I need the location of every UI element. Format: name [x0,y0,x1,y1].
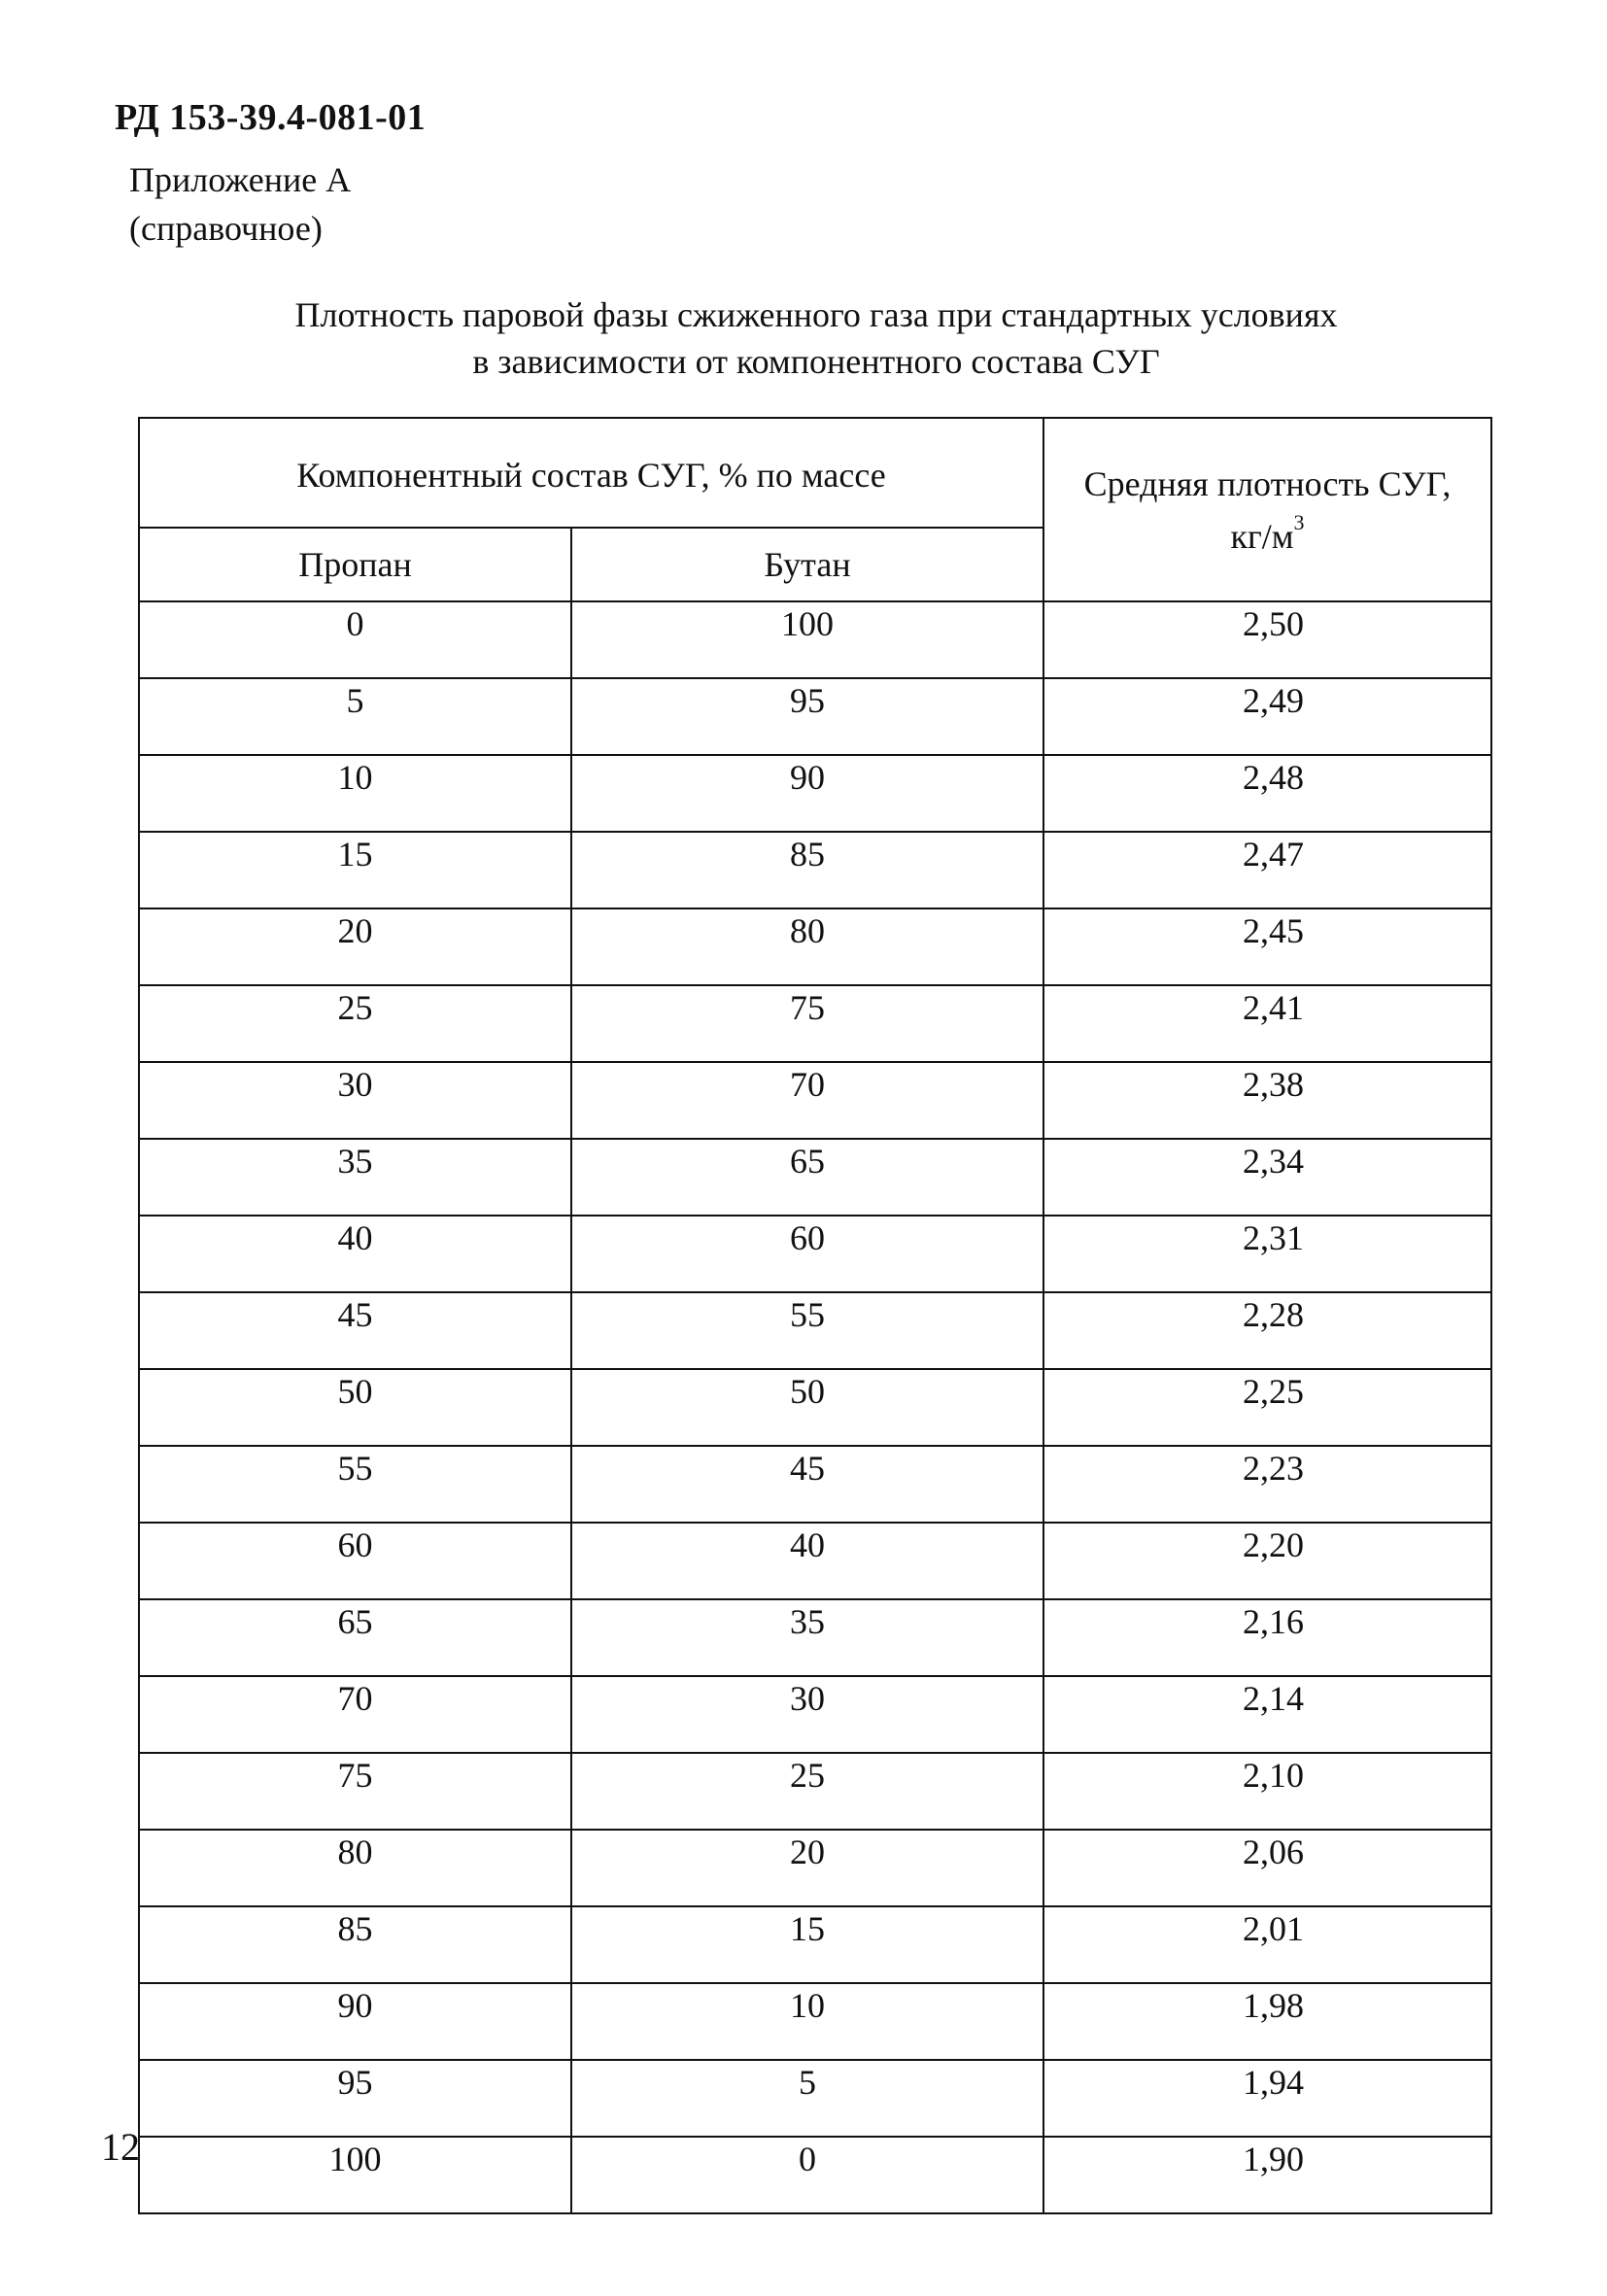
butane-cell: 20 [571,1830,1043,1906]
butane-cell: 85 [571,832,1043,908]
density-cell [1043,1906,1491,1983]
density-header-text: Средняя плотность СУГ, [1083,463,1452,503]
propane-cell: 5 [139,678,571,755]
table-row [139,1369,1491,1446]
table-row [139,755,1491,832]
table-row [139,1983,1491,2060]
table-row [139,1676,1491,1753]
butane-cell: 50 [571,1369,1043,1446]
table-row [139,1292,1491,1369]
propane-cell: 85 [139,1906,571,1983]
propane-column-header: Пропан [139,528,571,601]
table-row [139,1599,1491,1676]
density-value: 2,41 [1243,988,1304,1027]
density-cell [1043,755,1491,832]
density-value: 2,49 [1243,681,1304,720]
density-value: 2,45 [1243,911,1304,950]
propane-cell: 45 [139,1292,571,1369]
density-cell [1043,1599,1491,1676]
density-value: 1,94 [1243,2063,1304,2102]
density-cell [1043,1216,1491,1292]
density-cell [1043,1523,1491,1599]
density-cell [1043,1369,1491,1446]
density-cell [1043,601,1491,678]
density-value: 2,50 [1243,604,1304,643]
propane-cell: 60 [139,1523,571,1599]
density-value: 2,47 [1243,835,1304,874]
butane-column-header: Бутан [571,528,1043,601]
density-unit-text: кг/м [1230,516,1294,556]
table-row [139,678,1491,755]
propane-cell: 50 [139,1369,571,1446]
density-cell [1043,832,1491,908]
table-row [139,1830,1491,1906]
density-cell [1043,1292,1491,1369]
butane-cell: 0 [571,2137,1043,2213]
density-cell [1043,908,1491,985]
table-row [139,908,1491,985]
butane-cell: 15 [571,1906,1043,1983]
appendix-label: Приложение А [129,160,352,199]
density-cell [1043,1062,1491,1139]
propane-cell: 30 [139,1062,571,1139]
table-header-row [139,418,1491,528]
propane-cell: 35 [139,1139,571,1216]
density-value: 2,48 [1243,758,1304,797]
density-value: 2,34 [1243,1142,1304,1181]
butane-cell: 90 [571,755,1043,832]
density-value: 2,16 [1243,1602,1304,1641]
density-cell [1043,1983,1491,2060]
density-cell [1043,2137,1491,2213]
table-row [139,2137,1491,2213]
table-row [139,985,1491,1062]
density-value: 2,20 [1243,1525,1304,1564]
butane-cell: 10 [571,1983,1043,2060]
table-row [139,1906,1491,1983]
density-unit-power: 3 [1293,509,1305,534]
density-cell [1043,985,1491,1062]
density-value: 2,25 [1243,1372,1304,1411]
butane-cell: 65 [571,1139,1043,1216]
table-row [139,1216,1491,1292]
propane-cell: 65 [139,1599,571,1676]
propane-cell: 95 [139,2060,571,2137]
butane-cell: 35 [571,1599,1043,1676]
propane-cell: 25 [139,985,571,1062]
density-value: 2,38 [1243,1065,1304,1104]
composition-group-header [139,418,1043,528]
propane-cell: 70 [139,1676,571,1753]
table-title-line-1: Плотность паровой фазы сжиженного газа при стандартных условиях [294,295,1338,334]
propane-cell: 100 [139,2137,571,2213]
table-row [139,832,1491,908]
table-title-line-2: в зависимости от компонентного состава СУГ [472,342,1160,381]
propane-cell: 15 [139,832,571,908]
table-title [97,291,1535,385]
propane-cell: 55 [139,1446,571,1523]
propane-cell: 20 [139,908,571,985]
butane-cell: 80 [571,908,1043,985]
document-code: РД 153-39.4-081-01 [115,97,427,138]
propane-cell: 0 [139,601,571,678]
appendix-heading [129,155,351,253]
density-value: 1,98 [1243,1986,1304,2025]
butane-cell: 100 [571,601,1043,678]
density-value: 2,31 [1243,1218,1304,1257]
table-row [139,1523,1491,1599]
butane-cell: 25 [571,1753,1043,1830]
density-unit [1044,506,1490,559]
density-value: 2,01 [1243,1909,1304,1948]
butane-cell: 55 [571,1292,1043,1369]
density-value: 2,28 [1243,1295,1304,1334]
density-cell [1043,1446,1491,1523]
propane-cell: 40 [139,1216,571,1292]
propane-cell: 10 [139,755,571,832]
density-cell [1043,1830,1491,1906]
density-value: 2,06 [1243,1833,1304,1871]
density-value: 2,23 [1243,1449,1304,1488]
propane-cell: 80 [139,1830,571,1906]
butane-cell: 5 [571,2060,1043,2137]
density-cell [1043,678,1491,755]
propane-cell: 90 [139,1983,571,2060]
appendix-type: (справочное) [129,209,323,248]
butane-cell: 45 [571,1446,1043,1523]
density-cell [1043,1139,1491,1216]
page-number: 12 [101,2125,140,2169]
butane-cell: 75 [571,985,1043,1062]
table-row [139,1753,1491,1830]
density-cell [1043,2060,1491,2137]
density-value: 2,10 [1243,1756,1304,1795]
butane-cell: 60 [571,1216,1043,1292]
density-cell [1043,1753,1491,1830]
density-value: 1,90 [1243,2140,1304,2178]
table-row [139,1446,1491,1523]
table-row [139,601,1491,678]
density-table [138,417,1492,2214]
butane-cell: 40 [571,1523,1043,1599]
butane-cell: 30 [571,1676,1043,1753]
table-row [139,2060,1491,2137]
butane-cell: 70 [571,1062,1043,1139]
density-cell [1043,1676,1491,1753]
butane-cell: 95 [571,678,1043,755]
density-column-header [1043,418,1491,601]
table-row [139,1062,1491,1139]
propane-cell: 75 [139,1753,571,1830]
table-row [139,1139,1491,1216]
density-value: 2,14 [1243,1679,1304,1718]
composition-group-header-text: Компонентный состав СУГ, % по массе [296,455,886,495]
